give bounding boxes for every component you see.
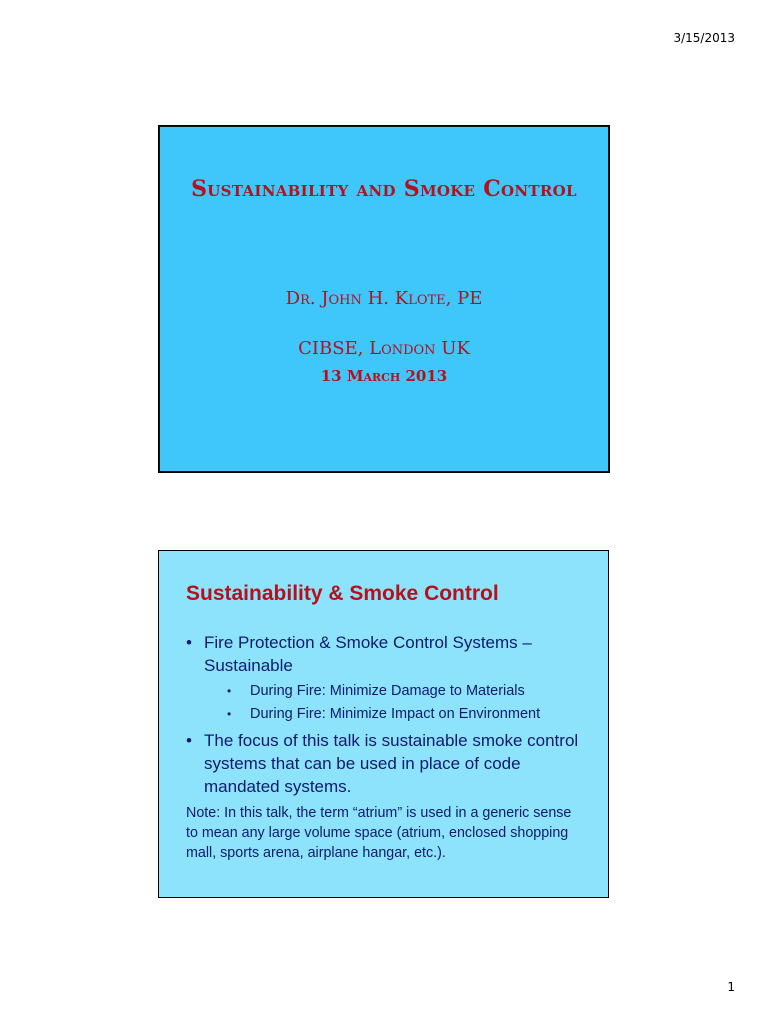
sub-list-item: • During Fire: Minimize Damage to Materials: [204, 682, 591, 700]
author-name: Dr. John H. Klote, PE: [285, 288, 483, 309]
bullet-text: The focus of this talk is sustainable smoke control systems that can be used in place of code mandated systems.: [204, 731, 579, 796]
venue: CIBSE, London UK: [298, 338, 470, 359]
list-item: [186, 729, 591, 798]
title-slide: [158, 125, 610, 473]
bullet-list: [186, 631, 591, 798]
list-item: [186, 631, 591, 723]
slide-heading: Sustainability & Smoke Control: [186, 582, 499, 605]
bullet-text: Fire Protection & Smoke Control Systems – Sustainable: [204, 633, 532, 675]
sub-bullet-list: [204, 682, 591, 723]
slide-title: Sustainability and Smoke Control: [191, 176, 577, 202]
page-number: 1: [727, 980, 735, 994]
note-text: Note: In this talk, the term “atrium” is used in a generic sense to mean any large volume space (atrium, enclosed shopping mall, sports arena, airplane hangar, etc.).: [186, 805, 572, 861]
presentation-date: 13 March 2013: [320, 367, 448, 385]
sub-list-item: • During Fire: Minimize Impact on Environment: [204, 705, 591, 723]
content-slide: [158, 550, 609, 898]
page-date: 3/15/2013: [673, 31, 735, 45]
